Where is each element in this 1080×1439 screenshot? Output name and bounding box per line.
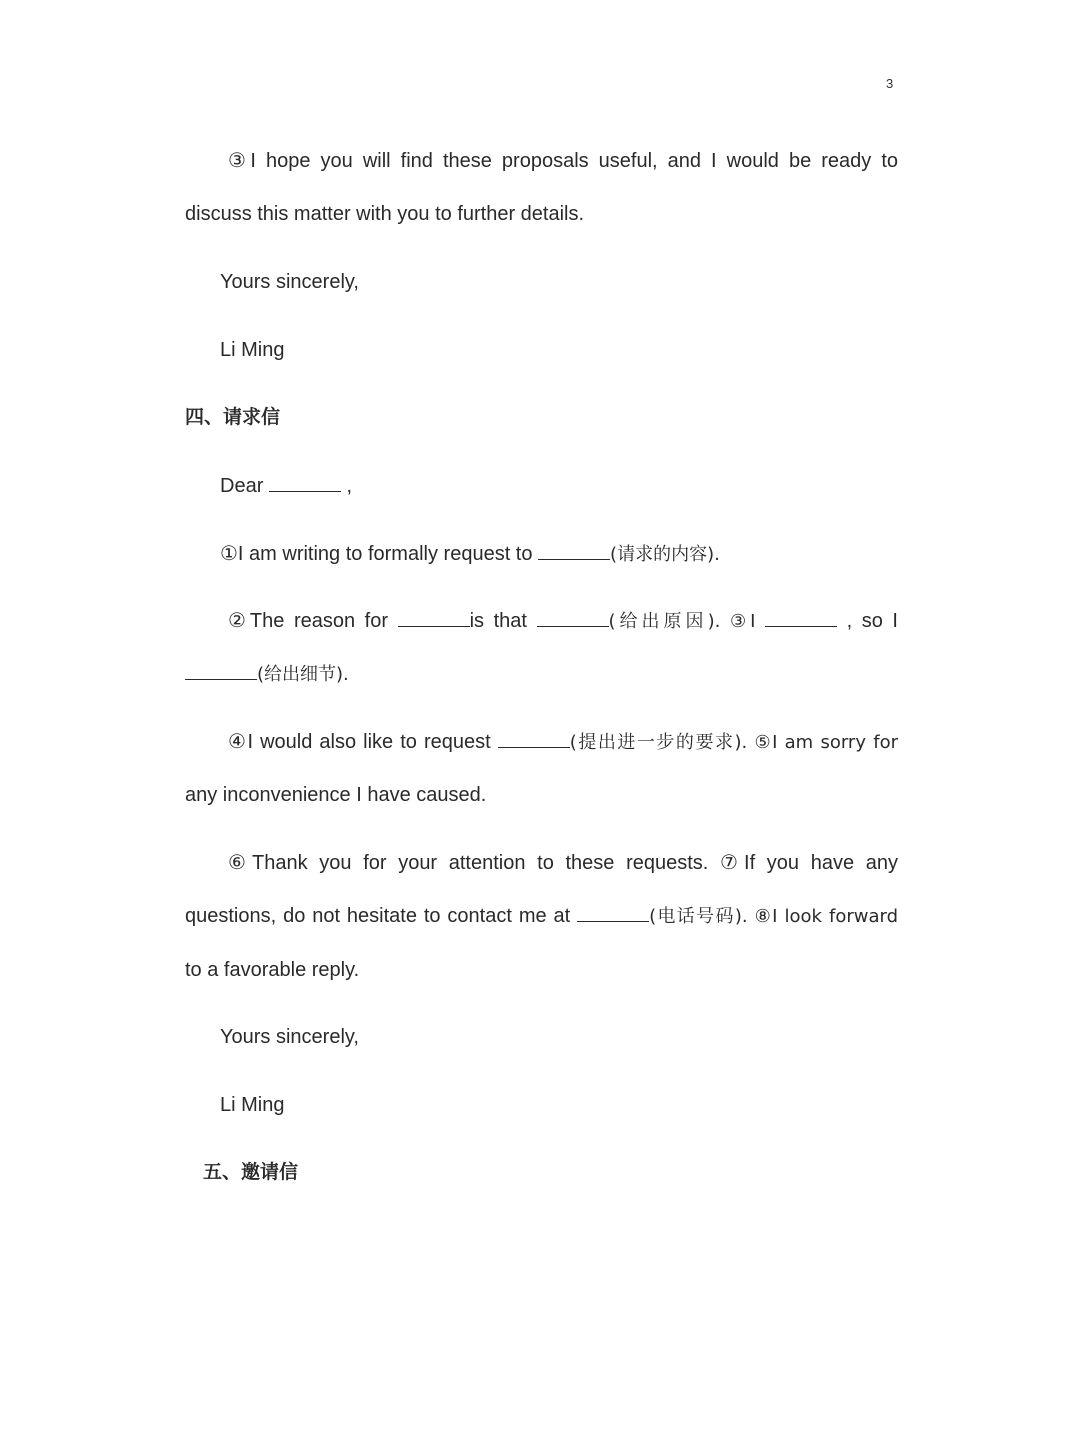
text-segment: questions, do not hesitate to contact me at xyxy=(185,905,571,927)
text-segment: , so I xyxy=(846,610,898,632)
text-line xyxy=(228,728,898,757)
text-segment: (给出细节). xyxy=(257,664,349,685)
signature: Li Ming xyxy=(220,1094,285,1116)
text-line: ⑥Thank you for your attention to these requests. ⑦If you have any xyxy=(228,852,898,874)
text-line: ③I hope you will find these proposals useful, and I would be ready to xyxy=(228,150,898,172)
blank xyxy=(398,608,470,627)
text-segment: ①I am writing to formally request to xyxy=(220,543,533,565)
text-segment: ②The reason for xyxy=(228,610,389,632)
blank xyxy=(498,729,570,748)
text-line: any inconvenience I have caused. xyxy=(185,784,487,806)
text-line: to a favorable reply. xyxy=(185,959,360,981)
text-line xyxy=(185,660,898,689)
text-segment: is that xyxy=(469,610,527,632)
blank xyxy=(269,473,341,492)
text-line: discuss this matter with you to further details. xyxy=(185,203,585,225)
text-line xyxy=(228,607,898,636)
section-heading: 四、请求信 xyxy=(185,407,281,428)
text-segment: (提出进一步的要求). ⑤I am sorry for xyxy=(569,732,898,753)
blank xyxy=(185,661,257,680)
text-segment: (电话号码). ⑧I look forward xyxy=(649,906,899,927)
text-line xyxy=(185,902,898,931)
text-segment: (请求的内容). xyxy=(610,544,720,565)
salutation xyxy=(220,472,898,500)
text-segment: ④I would also like to request xyxy=(228,731,491,753)
punct: , xyxy=(346,475,353,497)
blank xyxy=(765,608,837,627)
blank xyxy=(577,903,649,922)
page-number: 3 xyxy=(886,76,894,91)
signature: Li Ming xyxy=(220,339,285,361)
closing: Yours sincerely, xyxy=(220,271,359,293)
text-line xyxy=(220,540,898,569)
closing: Yours sincerely, xyxy=(220,1026,359,1048)
text-segment: (给出原因). ③I xyxy=(608,611,756,632)
blank xyxy=(538,541,610,560)
dear-text: Dear xyxy=(220,475,264,497)
blank xyxy=(537,608,609,627)
section-heading: 五、邀请信 xyxy=(203,1162,299,1183)
